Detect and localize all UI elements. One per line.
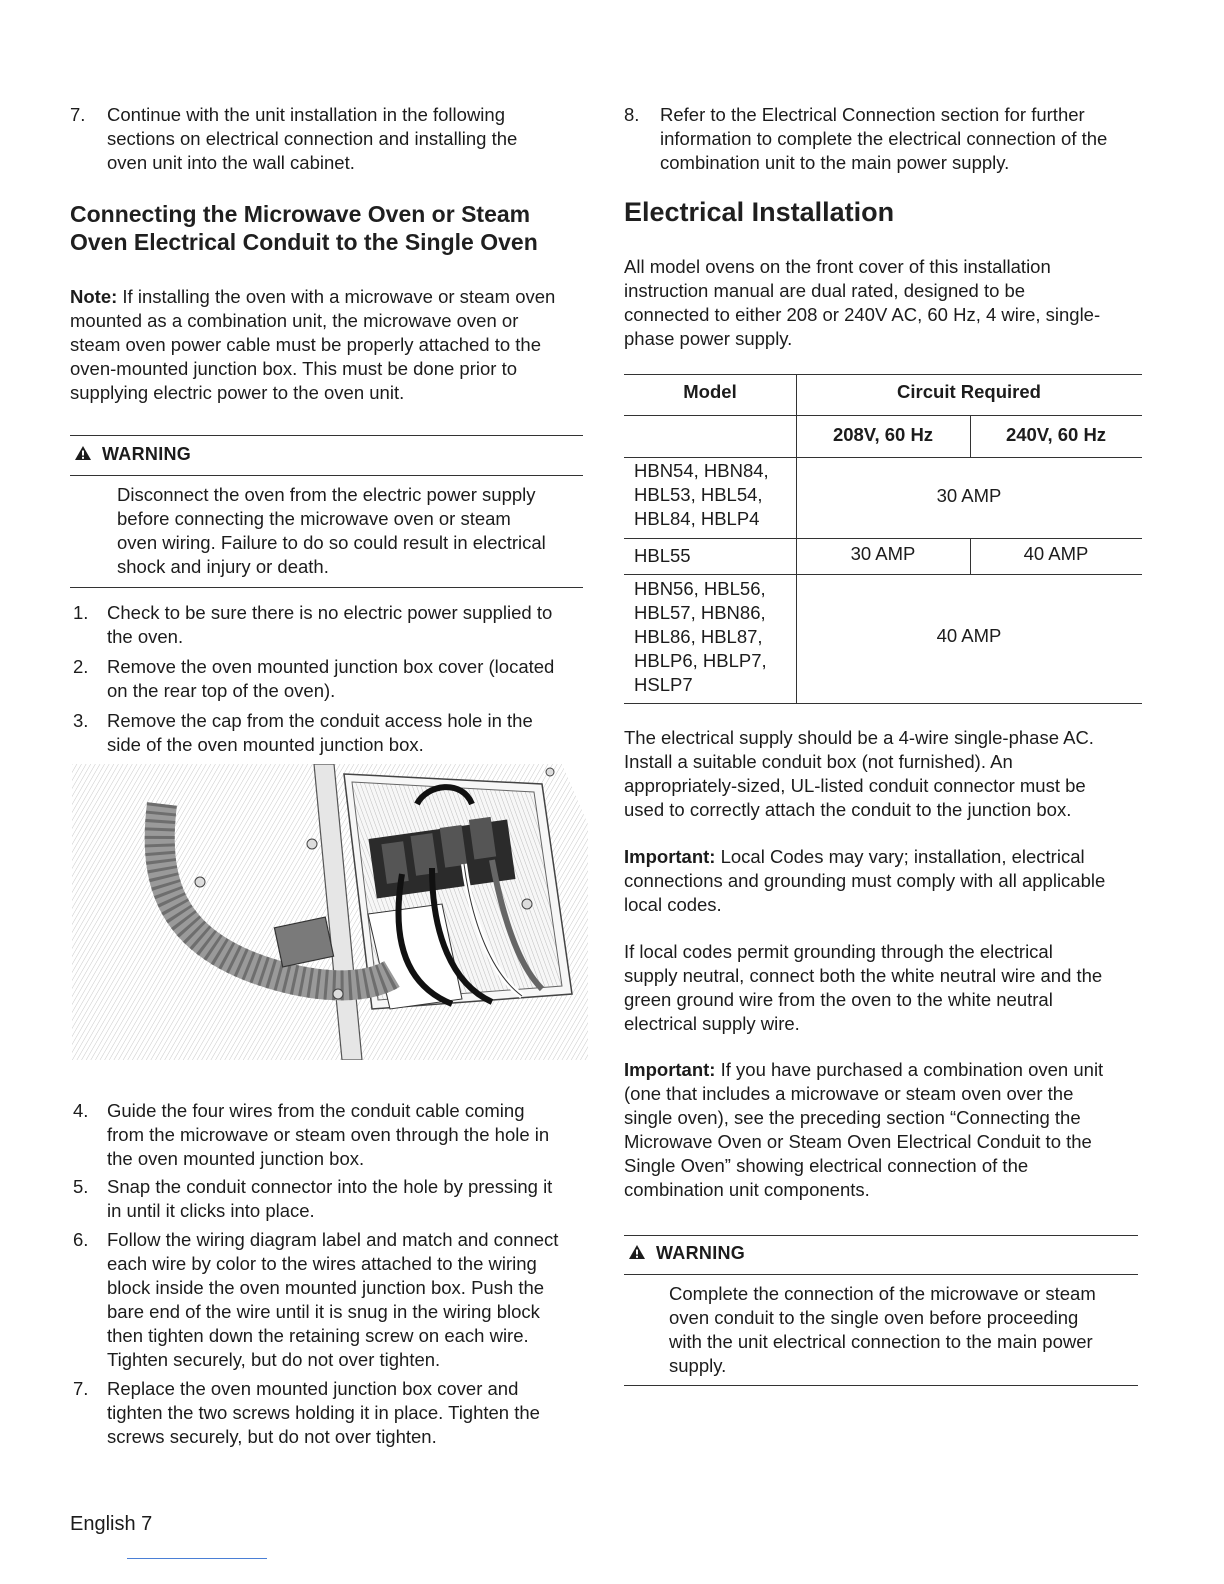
divider (624, 1385, 1138, 1386)
warning-line: supply. (669, 1355, 727, 1376)
paragraph (624, 940, 1154, 1036)
item-line: side of the oven mounted junction box. (107, 734, 424, 755)
table-cell: 40 AMP (1023, 543, 1089, 564)
table-cell: HBL84, HBLP4 (634, 508, 760, 529)
note-text: If installing the oven with a microwave or steam oven (117, 286, 556, 307)
warning-line: oven wiring. Failure to do so could result in electrical (117, 532, 546, 553)
important-label: Important: (624, 846, 716, 867)
table-cell: 40 AMP (936, 625, 1002, 646)
paragraph-line: green ground wire from the oven to the white neutral (624, 989, 1053, 1010)
item-number: 7. (70, 104, 86, 125)
warning-icon (628, 1244, 646, 1260)
divider (624, 1274, 1138, 1275)
note-label: Note: (70, 286, 118, 307)
item-line: tighten the two screws holding it in place. Tighten the (107, 1402, 540, 1423)
note-text: oven-mounted junction box. This must be done prior to (70, 358, 517, 379)
divider (624, 1235, 1138, 1236)
item-line: the oven. (107, 626, 184, 647)
table-cell: HBL86, HBL87, (634, 626, 763, 647)
divider (70, 435, 583, 436)
subsection-heading-line: Oven Electrical Conduit to the Single Oven (70, 229, 538, 255)
item-line: in until it clicks into place. (107, 1200, 315, 1221)
paragraph (624, 726, 1154, 822)
paragraph-line: phase power supply. (624, 328, 793, 349)
paragraph-line: If local codes permit grounding through the electrical (624, 941, 1053, 962)
warning-line: oven conduit to the single oven before proceeding (669, 1307, 1079, 1328)
item-line: Guide the four wires from the conduit cable coming (107, 1100, 525, 1121)
item-number: 5. (73, 1176, 89, 1197)
warning-text (669, 1282, 1139, 1378)
warning-label: WARNING (102, 444, 192, 464)
item-line: the oven mounted junction box. (107, 1148, 365, 1169)
item-number: 6. (73, 1229, 89, 1250)
paragraph-line: used to correctly attach the conduit to the junction box. (624, 799, 1072, 820)
table-cell: HBL53, HBL54, (634, 484, 763, 505)
item-number: 2. (73, 656, 89, 677)
table-cell: HBL57, HBN86, (634, 602, 766, 623)
item-line: Snap the conduit connector into the hole by pressing it (107, 1176, 553, 1197)
item-line: then tighten down the retaining screw on each wire. (107, 1325, 529, 1346)
warning-line: shock and injury or death. (117, 556, 329, 577)
paragraph-line: appropriately-sized, UL-listed conduit connector must be (624, 775, 1086, 796)
item-line: Follow the wiring diagram label and match and connect (107, 1229, 559, 1250)
item-line: Tighten securely, but do not over tighten. (107, 1349, 441, 1370)
warning-icon (74, 445, 92, 461)
item-line: screws securely, but do not over tighten. (107, 1426, 437, 1447)
paragraph-line: combination unit components. (624, 1179, 870, 1200)
note-text: steam oven power cable must be properly attached to the (70, 334, 541, 355)
divider (70, 475, 583, 476)
table-cell: HSLP7 (634, 674, 693, 695)
paragraph-line: Install a suitable conduit box (not furnished). An (624, 751, 1013, 772)
subsection-heading (70, 200, 600, 256)
warning-line: Complete the connection of the microwave or steam (669, 1283, 1096, 1304)
item-number: 7. (73, 1378, 89, 1399)
col-header-240v: 240V, 60 Hz (1005, 424, 1107, 445)
item-line: sections on electrical connection and installing the (107, 128, 518, 149)
item-line: bare end of the wire until it is snug in the wiring block (107, 1301, 540, 1322)
paragraph-line: Single Oven” showing electrical connection of the (624, 1155, 1029, 1176)
item-line: Continue with the unit installation in the following (107, 104, 505, 125)
warning-heading (74, 444, 191, 465)
paragraph-line: connected to either 208 or 240V AC, 60 Hz, 4 wire, single- (624, 304, 1101, 325)
table-cell: 30 AMP (936, 485, 1002, 506)
section-heading: Electrical Installation (624, 197, 895, 227)
item-line: combination unit to the main power supply. (660, 152, 1010, 173)
junction-box-illustration (72, 764, 588, 1060)
item-line: Remove the oven mounted junction box cover (located (107, 656, 555, 677)
paragraph-line: The electrical supply should be a 4-wire single-phase AC. (624, 727, 1094, 748)
important-paragraph (624, 845, 1154, 917)
important-paragraph (624, 1058, 1154, 1202)
paragraph-line: instruction manual are dual rated, designed to be (624, 280, 1026, 301)
item-line: oven unit into the wall cabinet. (107, 152, 355, 173)
col-header-208v: 208V, 60 Hz (832, 424, 934, 445)
item-line: each wire by color to the wires attached to the wiring (107, 1253, 537, 1274)
paragraph-line: single oven), see the preceding section “Connecting the (624, 1107, 1081, 1128)
paragraph-line: local codes. (624, 894, 722, 915)
paragraph (624, 255, 1154, 351)
warning-line: Disconnect the oven from the electric power supply (117, 484, 536, 505)
warning-text (117, 483, 587, 579)
paragraph-line: supply neutral, connect both the white neutral wire and the (624, 965, 1103, 986)
warning-line: with the unit electrical connection to the main power (669, 1331, 1093, 1352)
warning-heading (628, 1243, 745, 1264)
item-number: 4. (73, 1100, 89, 1121)
footer-rule (127, 1558, 267, 1559)
circuit-table (624, 374, 1142, 704)
note-text: mounted as a combination unit, the microwave oven or (70, 310, 519, 331)
item-number: 3. (73, 710, 89, 731)
table-cell: HBN54, HBN84, (634, 460, 769, 481)
paragraph-line: Local Codes may vary; installation, electrical (715, 846, 1085, 867)
item-line: Remove the cap from the conduit access hole in the (107, 710, 533, 731)
table-cell: HBN56, HBL56, (634, 578, 766, 599)
item-line: Refer to the Electrical Connection section for further (660, 104, 1085, 125)
note-paragraph (70, 285, 600, 405)
item-line: Check to be sure there is no electric power supplied to (107, 602, 553, 623)
item-line: block inside the oven mounted junction box. Push the (107, 1277, 545, 1298)
col-header-model: Model (683, 381, 737, 402)
paragraph-line: If you have purchased a combination oven unit (715, 1059, 1104, 1080)
item-line: Replace the oven mounted junction box cover and (107, 1378, 519, 1399)
table-row-models (634, 577, 794, 697)
warning-label: WARNING (656, 1243, 746, 1263)
note-text: supplying electric power to the oven unit. (70, 382, 405, 403)
paragraph-line: All model ovens on the front cover of this installation (624, 256, 1051, 277)
col-header-circuit: Circuit Required (897, 381, 1041, 402)
item-line: information to complete the electrical connection of the (660, 128, 1108, 149)
paragraph-line: (one that includes a microwave or steam oven over the (624, 1083, 1074, 1104)
item-number: 1. (73, 602, 89, 623)
paragraph-line: Microwave Oven or Steam Oven Electrical Conduit to the (624, 1131, 1092, 1152)
subsection-heading-line: Connecting the Microwave Oven or Steam (70, 201, 531, 227)
table-cell: HBL55 (634, 545, 691, 566)
item-line: on the rear top of the oven). (107, 680, 336, 701)
divider (70, 587, 583, 588)
table-cell: 30 AMP (850, 543, 916, 564)
table-row-models (634, 459, 794, 531)
table-cell: HBLP6, HBLP7, (634, 650, 767, 671)
important-label: Important: (624, 1059, 716, 1080)
page-footer: English 7 (70, 1513, 153, 1535)
paragraph-line: electrical supply wire. (624, 1013, 800, 1034)
item-line: from the microwave or steam oven through the hole in (107, 1124, 550, 1145)
paragraph-line: connections and grounding must comply with all applicable (624, 870, 1106, 891)
item-number: 8. (624, 104, 640, 125)
warning-line: before connecting the microwave oven or steam (117, 508, 511, 529)
